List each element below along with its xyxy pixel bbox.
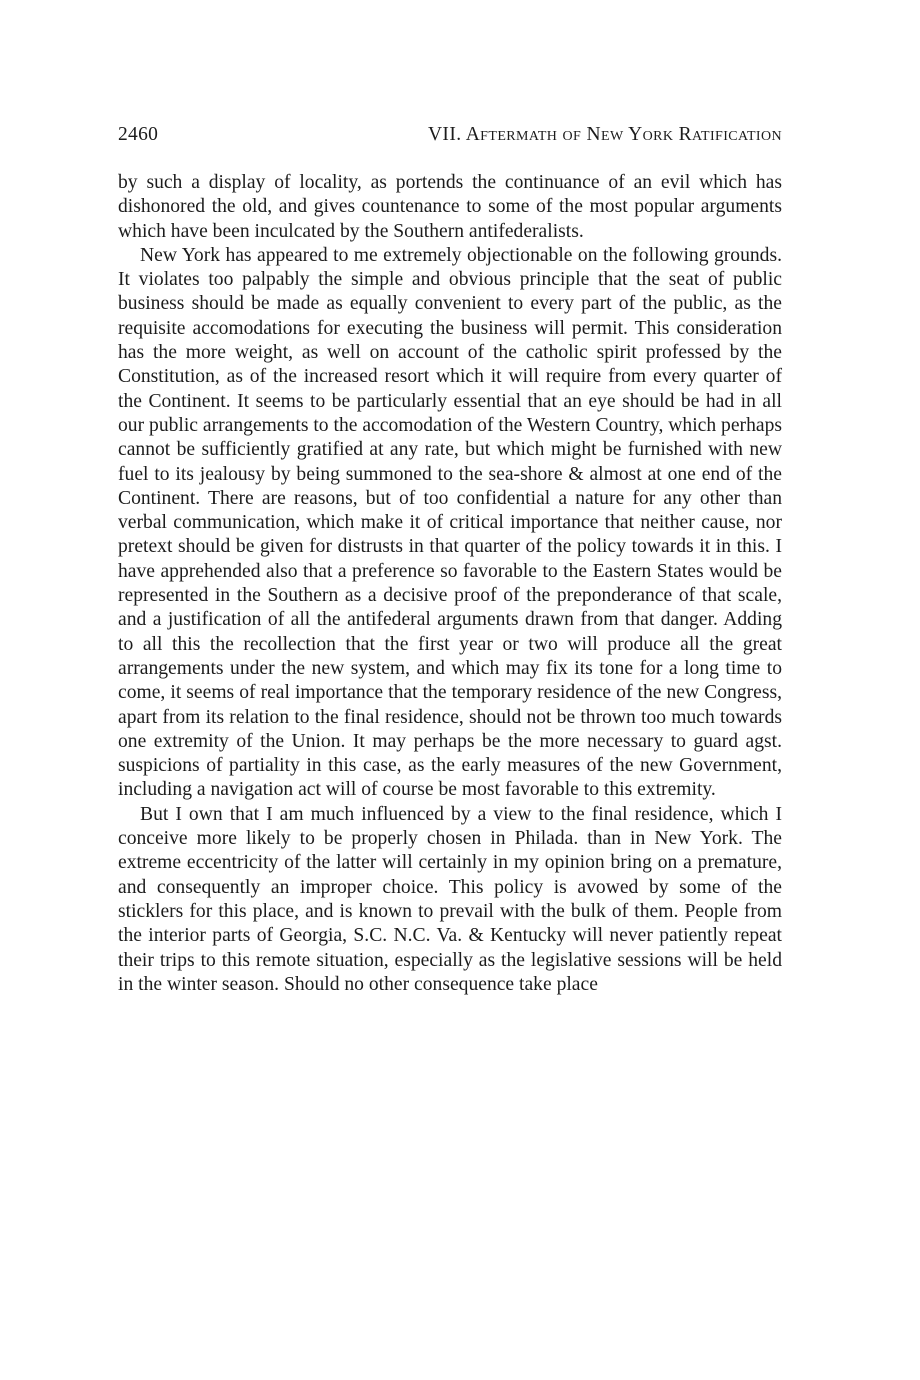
paragraph-final-residence: But I own that I am much influenced by a view to the final residence, which I conceive more likely to be properly chosen in Philada. than in New York. The extreme eccentricity of the latter will certainly in my opinion bring on a premature, and consequently an improper choice. This policy is avowed by some of the sticklers for this place, and is known to prevail with the bulk of them. People from the interior parts of Georgia, S.C. N.C. Va. & Kentucky will never patiently repeat their trips to this remote situation, especially as the legislative sessions will be held in the winter season. Should no other consequence take place — [118, 803, 782, 995]
chapter-title: VII. Aftermath of New York Ratification — [427, 124, 782, 145]
page-number: 2460 — [118, 124, 159, 145]
paragraph-continued: by such a display of locality, as portends the continuance of an evil which has dishonored the old, and gives countenance to some of the most popular arguments which have been inculcated by the Southern antifederalists. — [118, 172, 782, 242]
document-page — [118, 122, 782, 997]
running-head — [118, 122, 782, 148]
paragraph-new-york-objections: New York has appeared to me extremely objectionable on the following grounds. It violates too palpably the simple and obvious principle that the seat of public business should be made as equally convenient to every part of the public, as the requisite accomodations for executing the business will permit. This consideration has the more weight, as well on account of the catholic spirit professed by the Constitution, as of the increased resort which it will require from every quarter of the Continent. It seems to be particularly essential that an eye should be had in all our public arrangements to the accomodation of the Western Country, which perhaps cannot be sufficiently gratified at any rate, but which might be furnished with new fuel to its jealousy by being summoned to the sea-shore & almost at one end of the Continent. There are reasons, but of too confidential a nature for any other than verbal communication, which make it of critical importance that neither cause, nor pretext should be given for distrusts in that quarter of the policy towards it in this. I have apprehended also that a preference so favorable to the Eastern States would be represented in the Southern as a decisive proof of the preponderance of that scale, and a justification of all the antifederal arguments drawn from that danger. Adding to all this the recollection that the first year or two will produce all the great arrangements under the new system, and which may fix its tone for a long time to come, it seems of real importance that the temporary residence of the new Congress, apart from its relation to the final residence, should not be thrown too much towards one extremity of the Union. It may perhaps be the more necessary to guard agst. suspicions of partiality in this case, as the early measures of the new Government, including a navigation act will of course be most favorable to this extremity. — [118, 244, 782, 801]
body-text — [118, 171, 782, 997]
